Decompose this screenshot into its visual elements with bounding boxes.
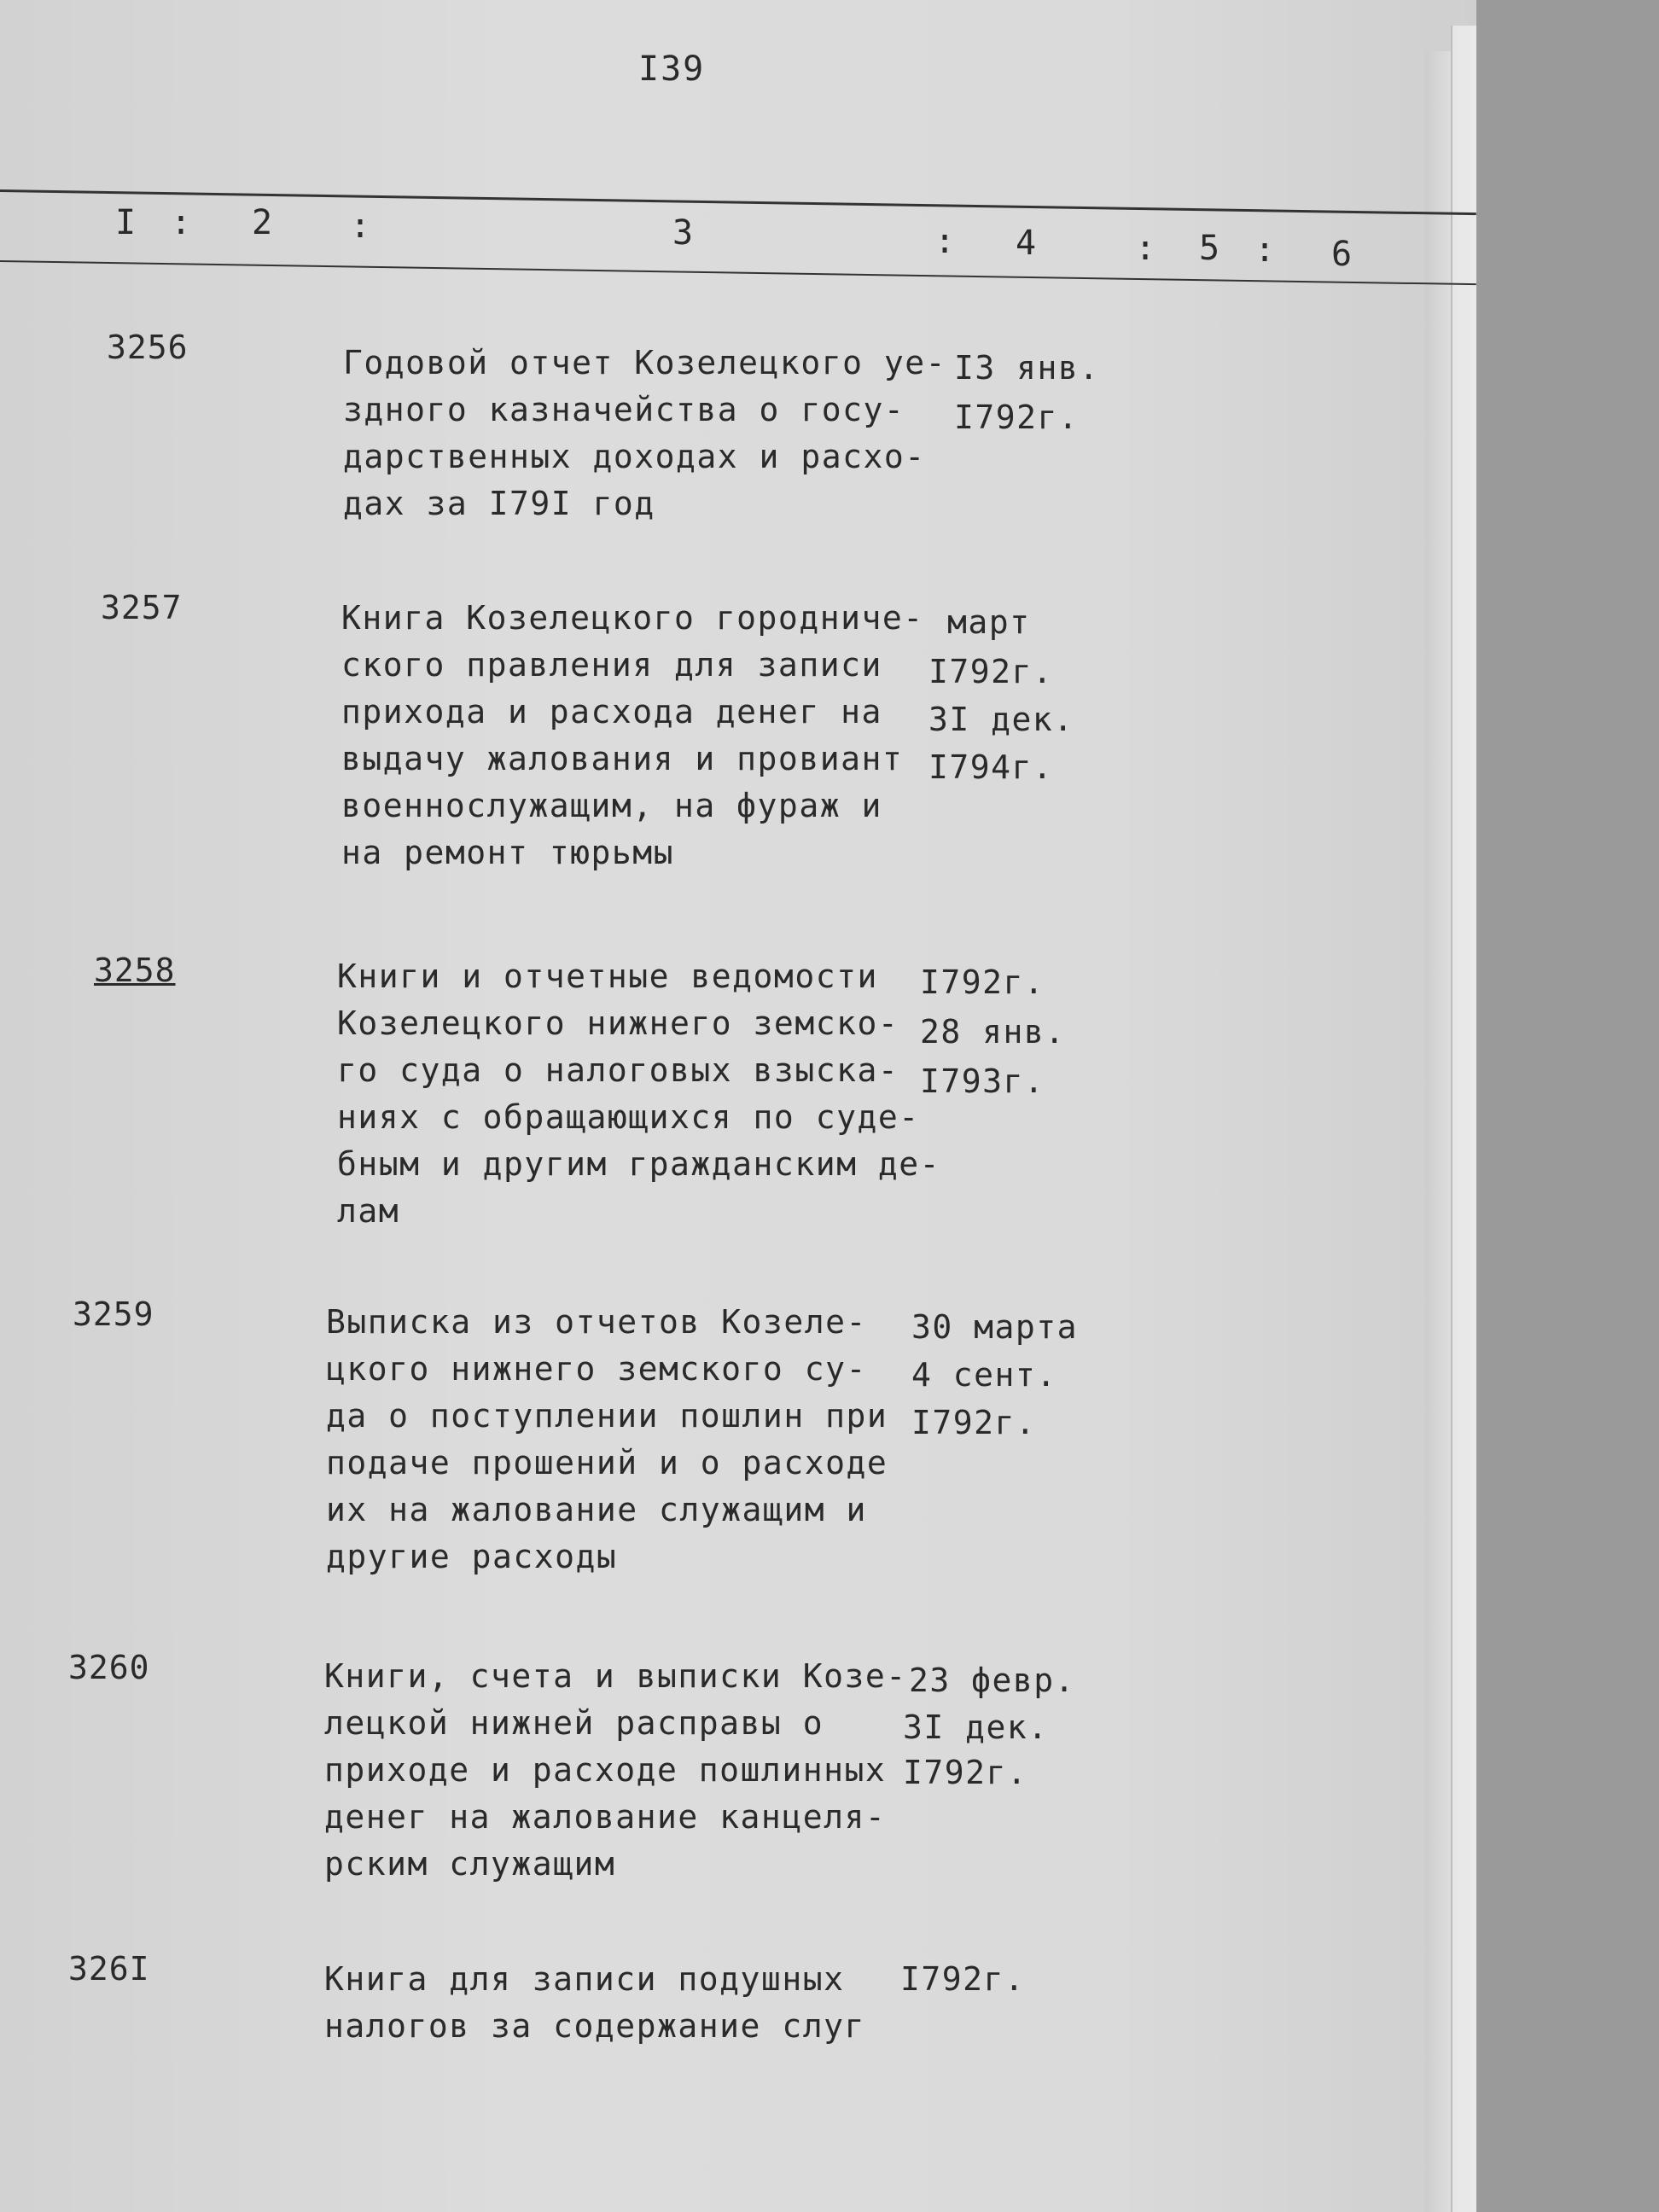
description-line: их на жалование служащим и	[326, 1491, 867, 1528]
description-line: Годовой отчет Козелецкого уе-	[343, 344, 946, 381]
description-line: цкого нижнего земского су-	[326, 1350, 867, 1388]
description-line: подаче прошений и о расходе	[326, 1444, 888, 1481]
header-separator: :	[934, 222, 956, 261]
description-line: Книга Козелецкого городниче-	[341, 599, 924, 637]
description-line: приходе и расходе пошлинных	[324, 1751, 887, 1789]
description-line: лецкой нижней расправы о	[324, 1704, 824, 1742]
header-separator: :	[171, 203, 192, 242]
description-line: здного казначейства о госу-	[343, 391, 905, 428]
header-top-rule	[0, 189, 1476, 215]
date-line: I792г.	[903, 1754, 1028, 1791]
description-line: налогов за содержание слуг	[324, 2007, 865, 2045]
header-separator: :	[1254, 230, 1276, 270]
description-line: лам	[337, 1192, 400, 1230]
date-line: I792г.	[900, 1960, 1026, 1998]
date-line: I792г.	[911, 1404, 1037, 1441]
header-col-4: 4	[1016, 224, 1037, 263]
description-line: ниях с обращающихся по суде-	[337, 1098, 920, 1136]
entry-number: 3259	[73, 1295, 154, 1333]
description-line: дах за I79I год	[343, 485, 655, 522]
header-col-6: 6	[1331, 235, 1353, 274]
entry-number: 3260	[68, 1649, 150, 1686]
entry-number: 3258	[94, 952, 176, 989]
description-line: прихода и расхода денег на	[341, 693, 882, 731]
description-line: денег на жалование канцеля-	[324, 1798, 887, 1836]
date-line: I3 янв.	[954, 349, 1100, 387]
description-line: бным и другим гражданским де-	[337, 1145, 940, 1183]
date-line: I794г.	[928, 748, 1054, 786]
description-line: Книги, счета и выписки Козе-	[324, 1657, 907, 1695]
description-line: военнослужащим, на фураж и	[341, 787, 882, 824]
description-line: Книга для записи подушных	[324, 1960, 845, 1998]
date-line: 3I дек.	[928, 701, 1074, 738]
date-line: I792г.	[928, 653, 1054, 690]
description-line: го суда о налоговых взыска-	[337, 1051, 899, 1089]
date-line: I793г.	[920, 1062, 1045, 1100]
next-page-edge	[1451, 26, 1476, 2212]
date-line: март	[947, 603, 1031, 641]
description-line: выдачу жалования и провиант	[341, 740, 904, 777]
date-line: I792г.	[920, 963, 1045, 1001]
entry-number: 326I	[68, 1950, 150, 1988]
description-line: на ремонт тюрьмы	[341, 834, 675, 871]
date-line: 4 сент.	[911, 1356, 1057, 1394]
description-line: другие расходы	[326, 1538, 618, 1575]
entry-number: 3257	[101, 589, 183, 626]
description-line: ского правления для записи	[341, 646, 882, 684]
description-line: Книги и отчетные ведомости	[337, 958, 878, 995]
header-separator: :	[1135, 229, 1156, 268]
description-line: да о поступлении пошлин при	[326, 1397, 888, 1435]
date-line: 3I дек.	[903, 1708, 1049, 1746]
header-col-3: 3	[672, 213, 694, 253]
description-line: рским служащим	[324, 1845, 616, 1883]
header-col-2: 2	[252, 203, 273, 242]
header-col-1: I	[115, 203, 137, 242]
description-line: Козелецкого нижнего земско-	[337, 1004, 899, 1042]
date-line: 23 февр.	[909, 1662, 1076, 1699]
date-line: 30 марта	[911, 1308, 1079, 1346]
date-line: I792г.	[954, 399, 1080, 436]
description-line: дарственных доходах и расхо-	[343, 438, 926, 475]
description-line: Выписка из отчетов Козеле-	[326, 1303, 867, 1341]
header-col-5: 5	[1199, 229, 1220, 268]
date-line: 28 янв.	[920, 1013, 1066, 1051]
header-separator: :	[350, 207, 371, 246]
page-number: I39	[638, 49, 706, 89]
entry-number: 3256	[107, 329, 189, 366]
